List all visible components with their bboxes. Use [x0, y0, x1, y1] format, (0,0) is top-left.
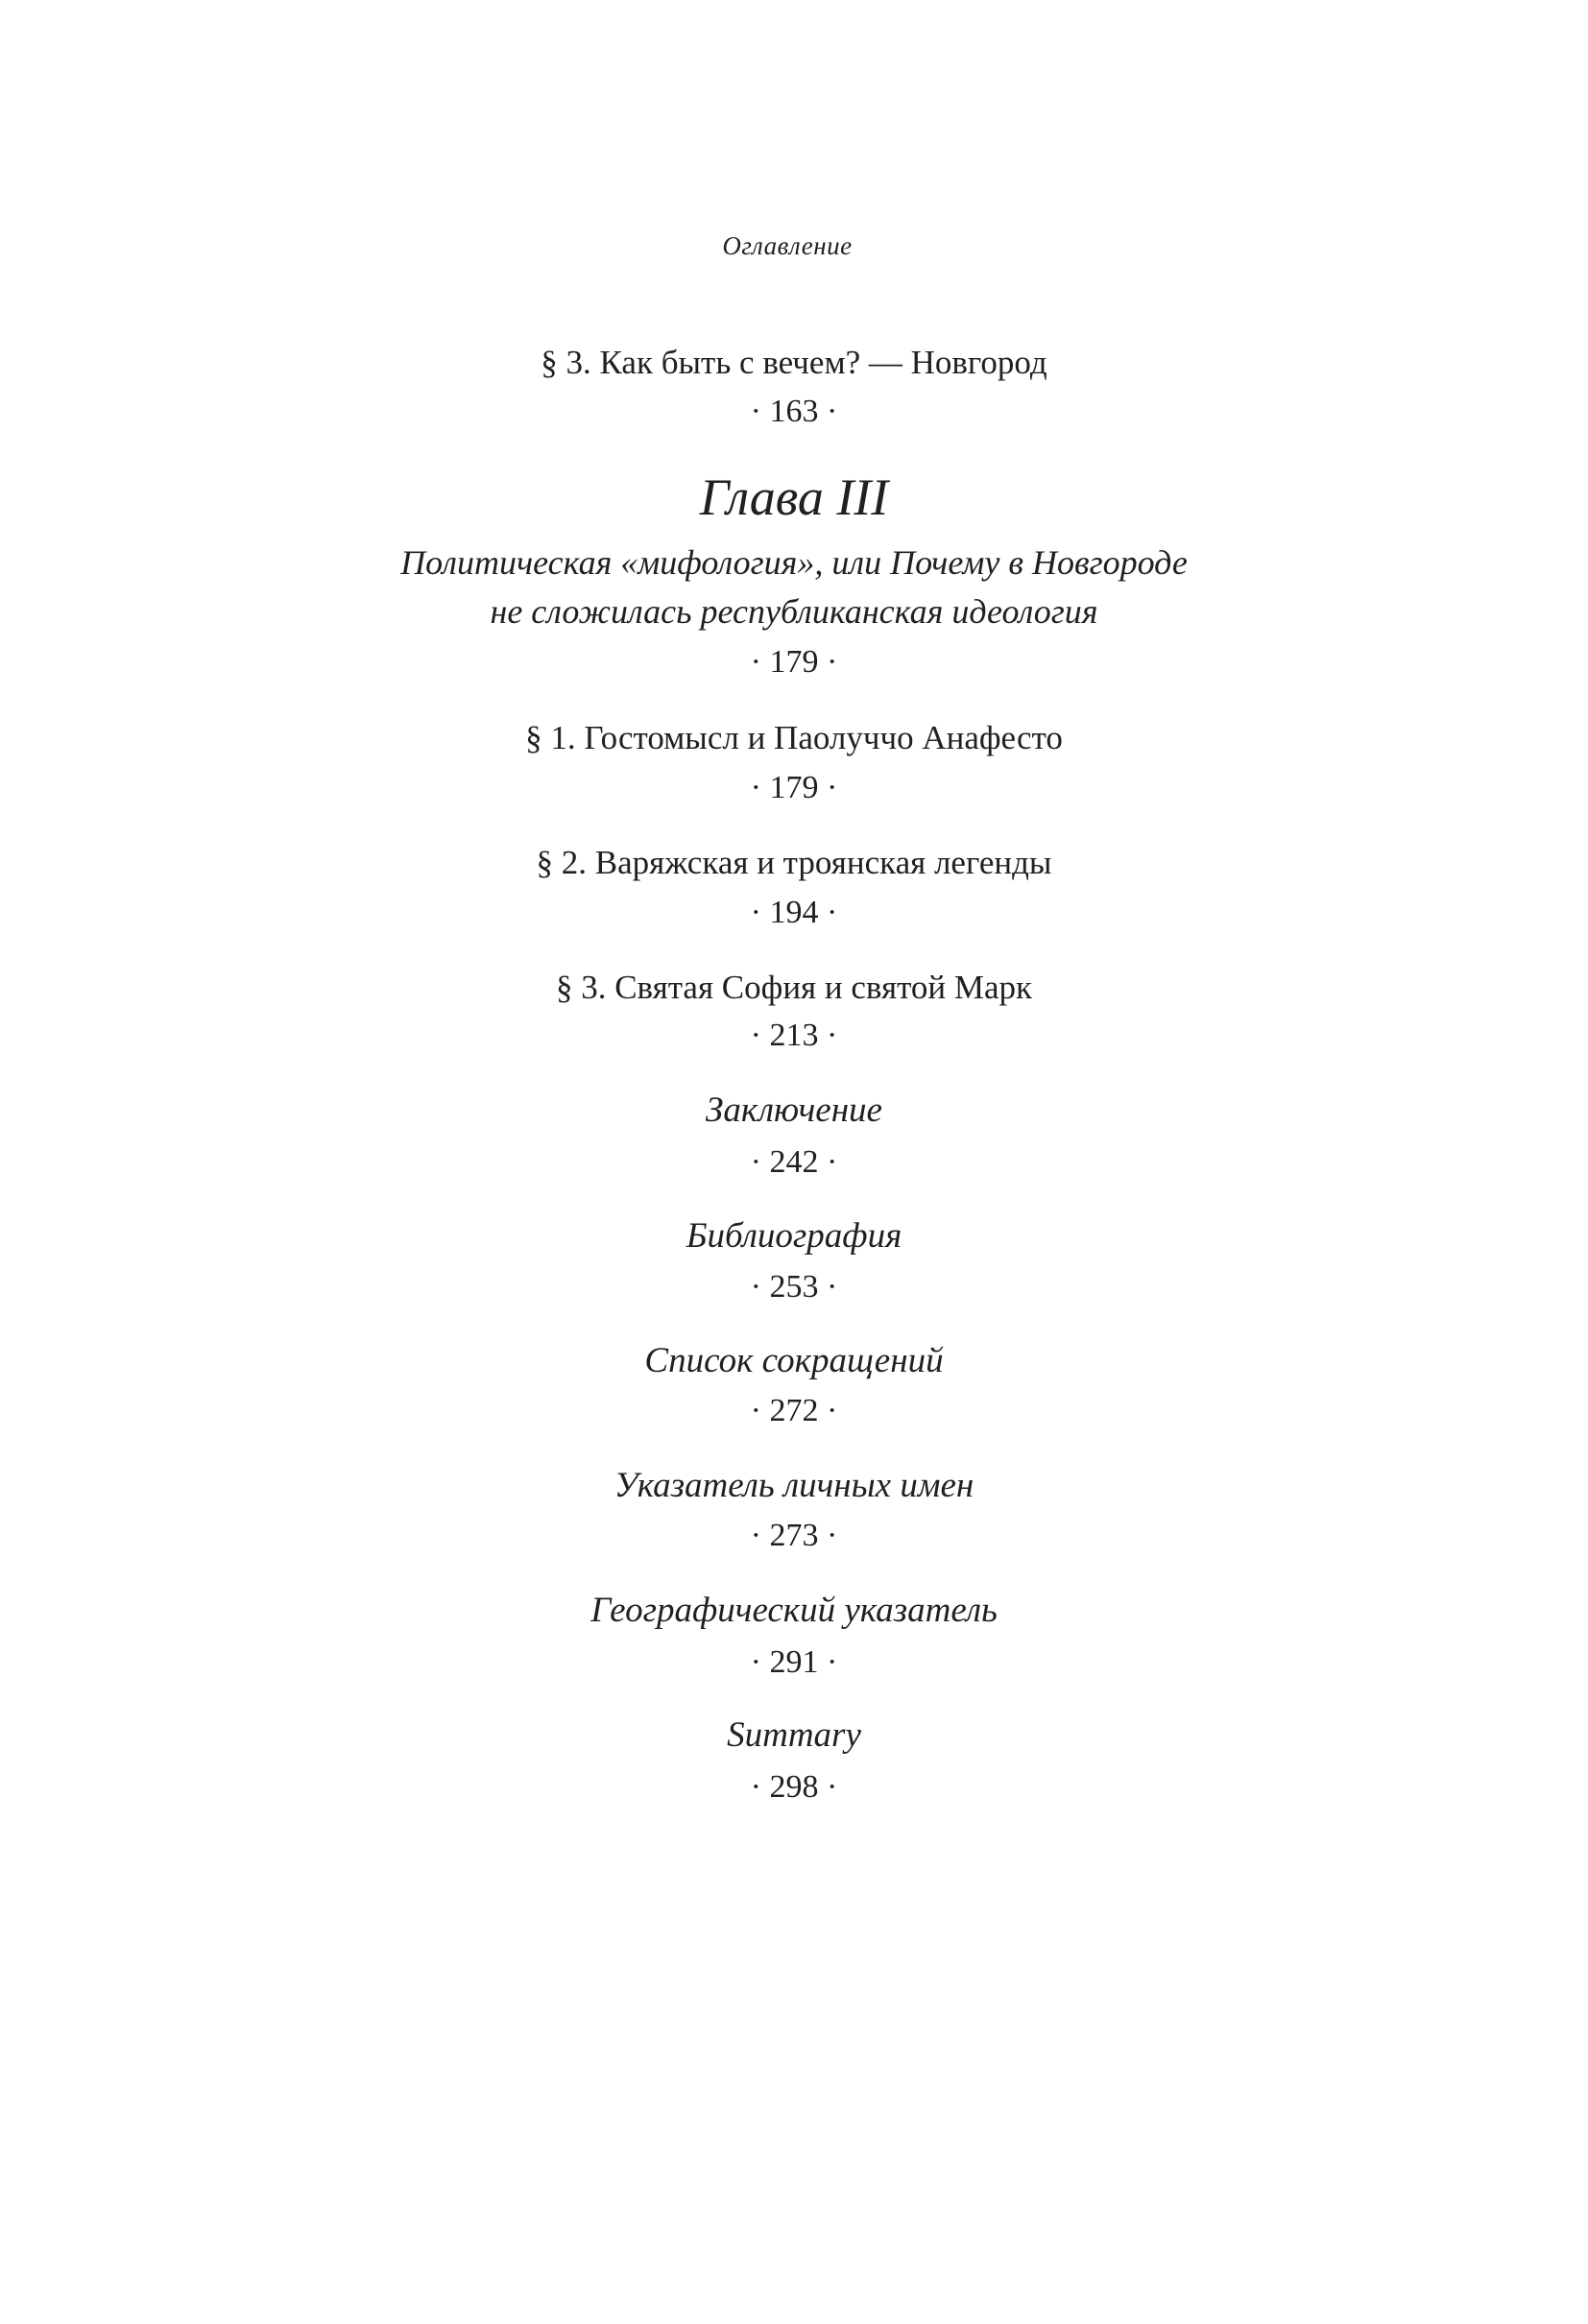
- toc-page-number: · 298 ·: [750, 1769, 838, 1805]
- toc-page-number: · 291 ·: [750, 1644, 838, 1680]
- toc-page-number: · 253 ·: [750, 1269, 838, 1305]
- toc-entry-title[interactable]: § 3. Святая София и святой Марк: [555, 969, 1033, 1006]
- chapter-title-line: не сложилась республиканская идеология: [490, 592, 1098, 631]
- chapter-heading[interactable]: Глава III: [699, 468, 889, 526]
- toc-entry-title[interactable]: § 3. Как быть с вечем? — Новгород: [541, 344, 1047, 381]
- toc-page-number: · 179 ·: [750, 644, 838, 680]
- toc-page-number: · 163 ·: [750, 394, 838, 429]
- running-header: Оглавление: [722, 231, 853, 260]
- toc-entry-title[interactable]: Географический указатель: [590, 1591, 998, 1630]
- toc-entry-title[interactable]: § 2. Варяжская и троянская легенды: [536, 844, 1052, 881]
- toc-page-number: · 213 ·: [750, 1018, 838, 1053]
- toc-entry-title[interactable]: Заключение: [706, 1090, 882, 1130]
- toc-page-number: · 242 ·: [750, 1144, 838, 1180]
- toc-page-number: · 194 ·: [750, 895, 838, 930]
- toc-entry-title[interactable]: Указатель личных имен: [614, 1466, 974, 1505]
- toc-entry-title[interactable]: Список сокращений: [644, 1341, 944, 1380]
- toc-page-number: · 179 ·: [750, 770, 838, 805]
- toc-page-number: · 272 ·: [750, 1393, 838, 1428]
- chapter-title-line: Политическая «мифология», или Почему в Новгороде: [400, 543, 1188, 582]
- toc-page-number: · 273 ·: [750, 1518, 838, 1553]
- toc-entry-title[interactable]: § 1. Гостомысл и Паолуччо Анафесто: [525, 719, 1063, 756]
- toc-entry-title[interactable]: Summary: [727, 1715, 861, 1755]
- toc-entry-title[interactable]: Библиография: [686, 1216, 902, 1256]
